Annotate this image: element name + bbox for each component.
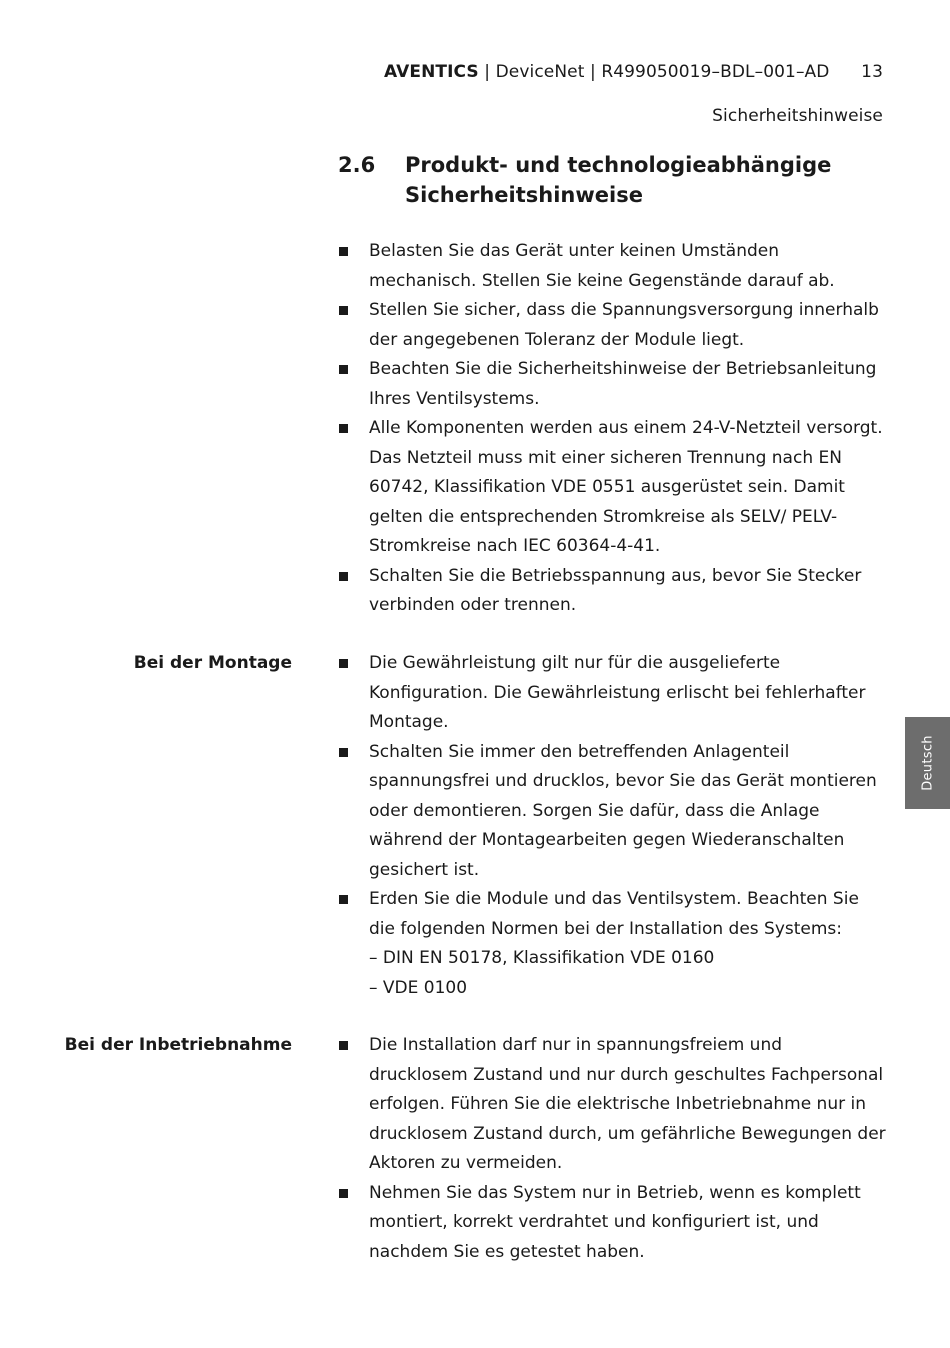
square-bullet-icon	[339, 365, 348, 374]
square-bullet-icon	[339, 748, 348, 757]
list-item: Belasten Sie das Gerät unter keinen Umständen mechanisch. Stellen Sie keine Gegenstände darauf ab.	[338, 237, 886, 296]
page-number: 13	[861, 62, 883, 82]
list-item: Erden Sie die Module und das Ventilsystem. Beachten Sie die folgenden Normen bei der Installation des Systems: – DIN EN 50178, Klassifikation VDE 0160 – VDE 0100	[338, 885, 886, 1003]
square-bullet-icon	[339, 247, 348, 256]
language-tab-label: Deutsch	[920, 735, 935, 791]
list-item: Nehmen Sie das System nur in Betrieb, wenn es komplett montiert, korrekt verdrahtet und konfiguriert ist, und nachdem Sie es getestet haben.	[338, 1179, 886, 1268]
square-bullet-icon	[339, 1189, 348, 1198]
list-item: Beachten Sie die Sicherheitshinweise der Betriebsanleitung Ihres Ventilsystems.	[338, 355, 886, 414]
inbetriebnahme-list	[338, 1031, 886, 1267]
document-info: | DeviceNet | R499050019–BDL–001–AD	[478, 62, 830, 82]
norm-item: – VDE 0100	[369, 977, 468, 998]
inbetriebnahme-label: Bei der Inbetriebnahme	[64, 1035, 292, 1055]
montage-list	[338, 649, 886, 1003]
square-bullet-icon	[339, 659, 348, 668]
section-title: Produkt- und technologieabhängige Sicherheitshinweise	[405, 153, 832, 207]
norm-item: – DIN EN 50178, Klassifikation VDE 0160	[369, 948, 715, 968]
language-tab	[905, 717, 950, 809]
list-item: Die Gewährleistung gilt nur für die ausgelieferte Konfiguration. Die Gewährleistung erlischt bei fehlerhafter Montage.	[338, 649, 886, 738]
running-header	[384, 62, 883, 82]
list-item: Stellen Sie sicher, dass die Spannungsversorgung innerhalb der angegebenen Toleranz der Module liegt.	[338, 296, 886, 355]
list-item: Die Installation darf nur in spannungsfreiem und drucklosem Zustand und nur durch geschultes Fachpersonal erfolgen. Führen Sie die elektrische Inbetriebnahme nur in drucklosem Zustand durch, um gefährliche Bewegungen der Aktoren zu vermeiden.	[338, 1031, 886, 1179]
list-item: Schalten Sie die Betriebsspannung aus, bevor Sie Stecker verbinden oder trennen.	[338, 562, 886, 621]
square-bullet-icon	[339, 572, 348, 581]
section-header: Sicherheitshinweise	[712, 106, 883, 126]
square-bullet-icon	[339, 306, 348, 315]
list-item: Alle Komponenten werden aus einem 24-V-Netzteil versorgt. Das Netzteil muss mit einer sicheren Trennung nach EN 60742, Klassifikation VDE 0551 ausgerüstet sein. Damit gelten die entsprechenden Stromkreise als SELV/ PELV-Stromkreise nach IEC 60364-4-41.	[338, 414, 886, 562]
general-safety-list	[338, 237, 886, 621]
section-number: 2.6	[338, 153, 376, 177]
square-bullet-icon	[339, 1041, 348, 1050]
brand-name: AVENTICS	[384, 62, 479, 82]
montage-label: Bei der Montage	[133, 653, 292, 673]
list-item: Schalten Sie immer den betreffenden Anlagenteil spannungsfrei und drucklos, bevor Sie das Gerät montieren oder demontieren. Sorgen Sie dafür, dass die Anlage während der Montagearbeiten gegen Wiederanschalten gesichert ist.	[338, 738, 886, 886]
square-bullet-icon	[339, 895, 348, 904]
square-bullet-icon	[339, 424, 348, 433]
